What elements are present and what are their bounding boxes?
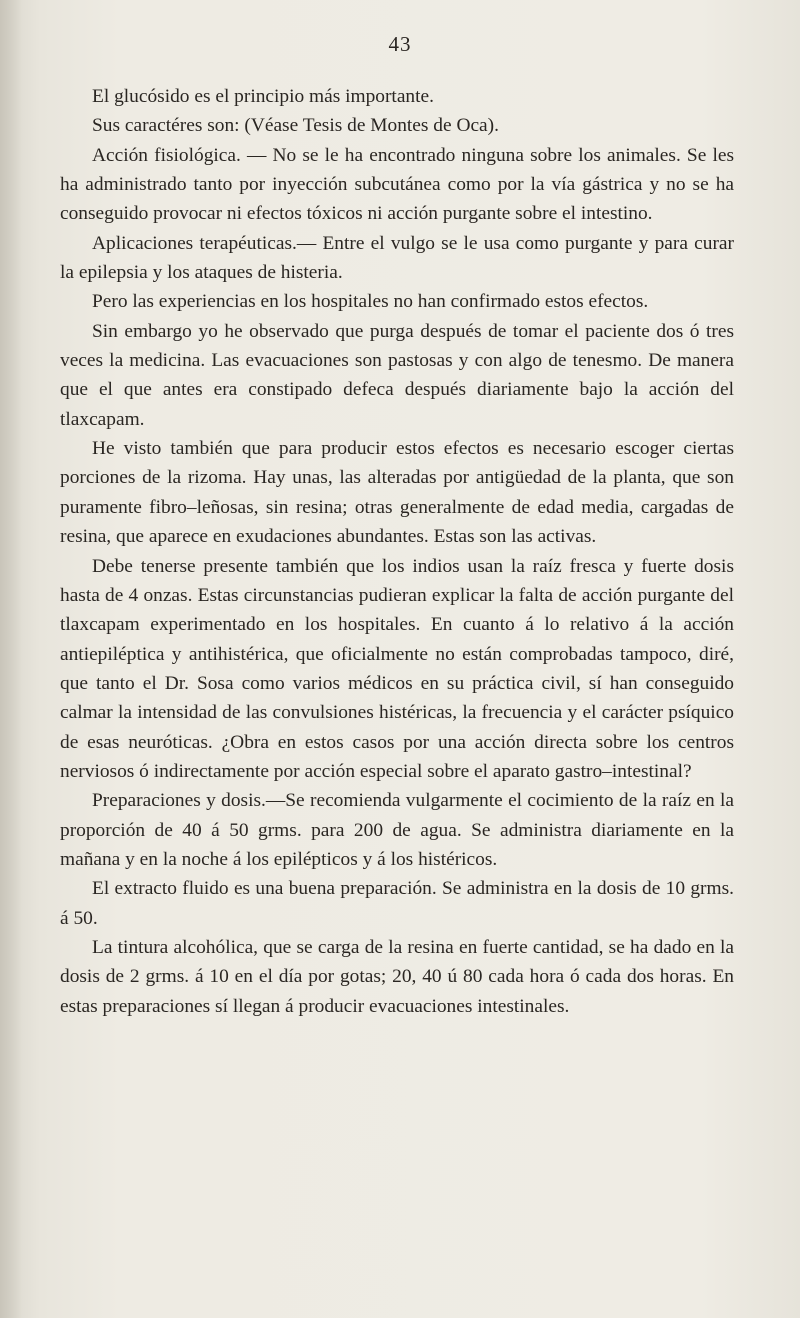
paragraph: He visto también que para producir estos efectos es necesario escoger ciertas porciones de la rizoma. Hay unas, las alteradas por antigüedad de la planta, que son puramente fibro–leñosas, sin resina; otras generalmente de edad media, cargadas de resina, que aparece en exudaciones abundantes. Estas son las activas. (60, 438, 734, 548)
page-number: 43 (388, 32, 412, 56)
page-spine-shadow (0, 0, 22, 1318)
paragraph: El extracto fluido es una buena preparación. Se administra en la dosis de 10 grms. á 50. (60, 878, 734, 929)
paragraph: Debe tenerse presente también que los indios usan la raíz fresca y fuerte dosis hasta de 4 onzas. Estas circunstancias pudieran explicar la falta de acción purgante del tlaxcapam experimentado en los hospitales. En cuanto á lo relativo á la acción antiepiléptica y antihistérica, que oficialmente no están comprobadas tampoco, diré, que tanto el Dr. Sosa como varios médicos en su práctica civil, sí han conseguido calmar la intensidad de las convulsiones histéricas, la frecuencia y el carácter psíquico de esas neuróticas. ¿Obra en estos casos por una acción directa sobre los centros nerviosos ó indirectamente por acción especial sobre el aparato gastro–intestinal? (60, 555, 734, 782)
paragraph: El glucósido es el principio más importante. (92, 86, 434, 107)
paragraph: Sus caractéres son: (Véase Tesis de Montes de Oca). (92, 115, 499, 137)
paragraph: Acción fisiológica. — No se le ha encontrado ninguna sobre los animales. Se les ha administrado tanto por inyección subcutánea como por la vía gástrica y no se ha conseguido provocar ni efectos tóxicos ni acción purgante sobre el intestino. (60, 144, 734, 225)
paragraph: La tintura alcohólica, que se carga de la resina en fuerte cantidad, se ha dado en la dosis de 2 grms. á 10 en el día por gotas; 20, 40 ú 80 cada hora ó cada dos horas. En estas preparaciones sí llegan á producir evacuaciones intestinales. (60, 936, 734, 1017)
paragraph: Aplicaciones terapéuticas.— Entre el vulgo se le usa como purgante y para curar la epilepsia y los ataques de histeria. (60, 232, 734, 284)
paragraph: Pero las experiencias en los hospitales no han confirmado estos efectos. (92, 291, 649, 313)
body-text (60, 82, 734, 1021)
paragraph: Sin embargo yo he observado que purga después de tomar el paciente dos ó tres veces la medicina. Las evacuaciones son pastosas y con algo de tenesmo. De manera que el que antes era constipado defeca después diariamente bajo la acción del tlaxcapam. (60, 320, 734, 430)
paragraph: Preparaciones y dosis.—Se recomienda vulgarmente el cocimiento de la raíz en la proporción de 40 á 50 grms. para 200 de agua. Se administra diariamente en la mañana y en la noche á los epilépticos y á los histéricos. (60, 790, 734, 870)
